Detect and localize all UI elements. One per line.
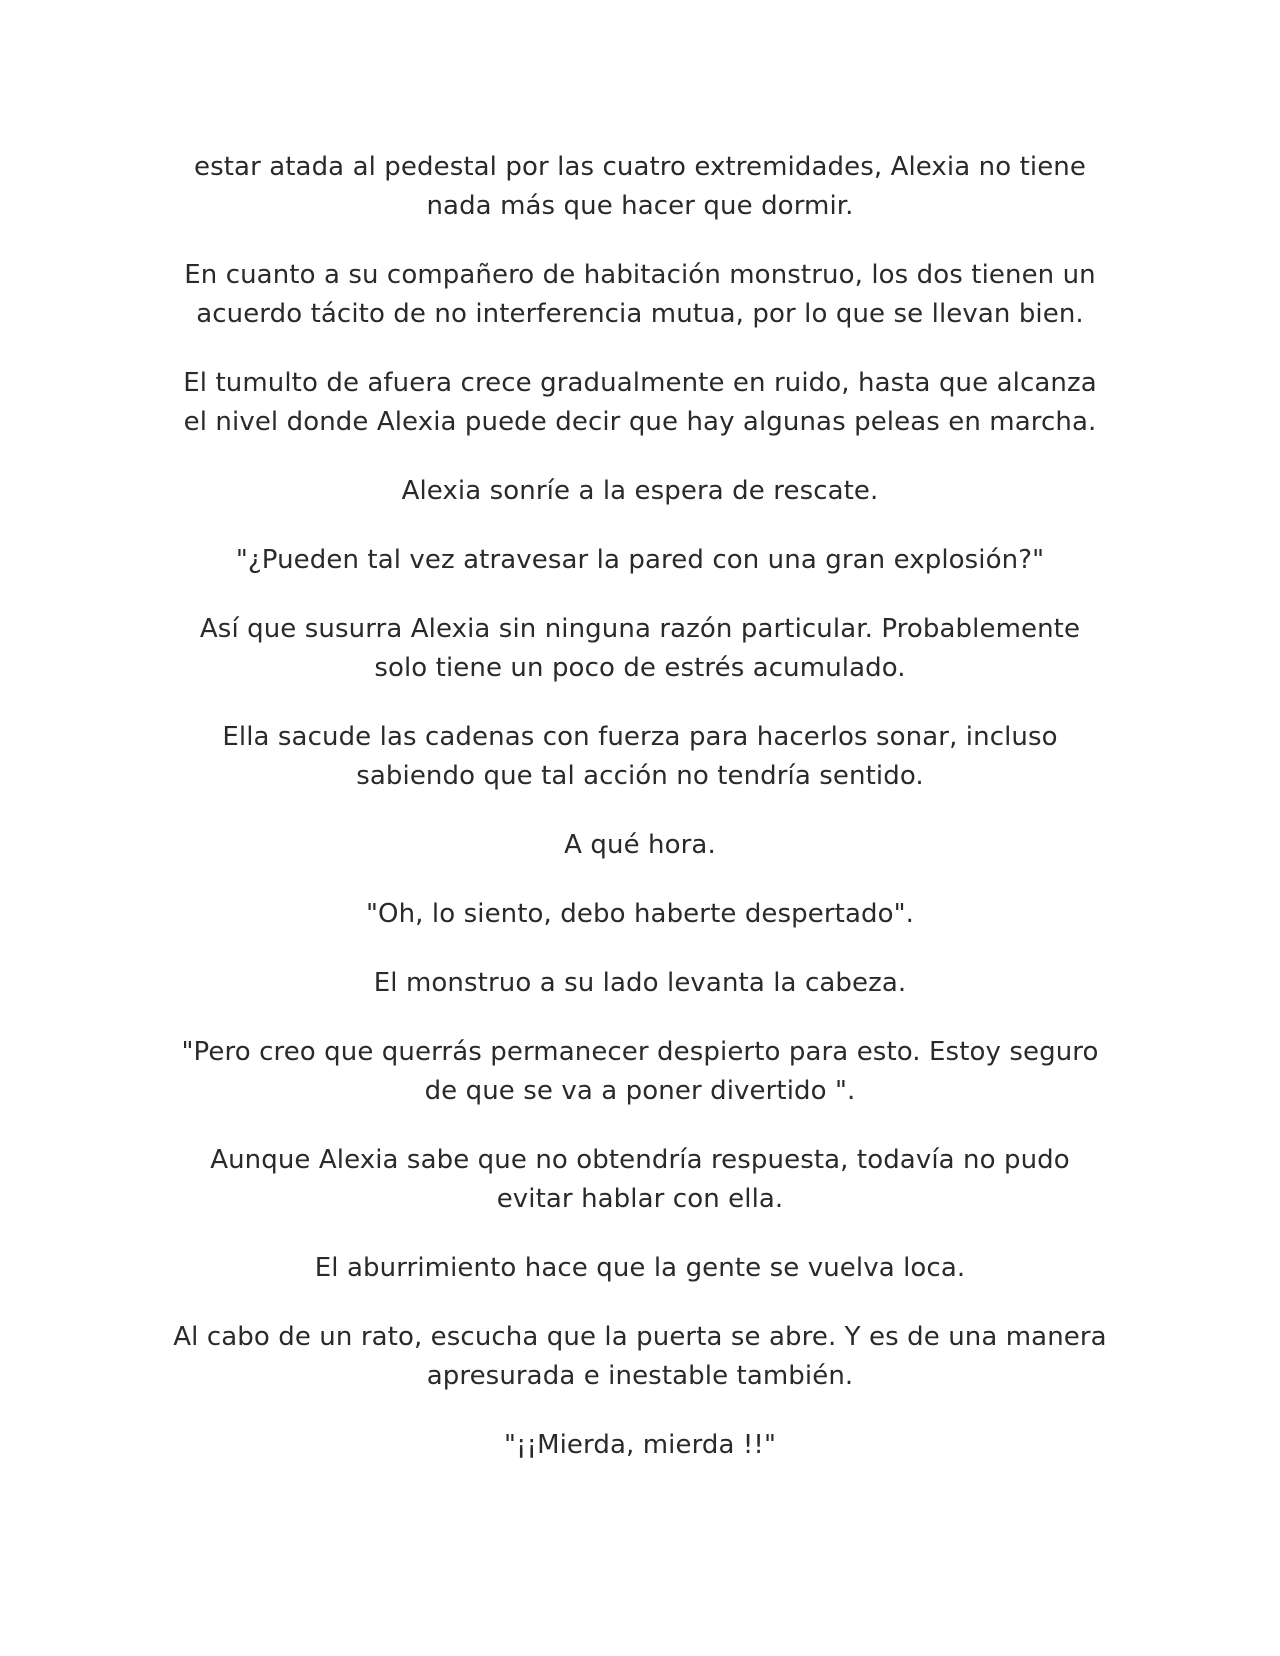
paragraph: "Pero creo que querrás permanecer despierto para esto. Estoy seguro de que se va a poner divertido ". <box>181 1037 1099 1106</box>
paragraph: "Oh, lo siento, debo haberte despertado". <box>365 899 915 929</box>
document-body <box>170 148 1110 1495</box>
paragraph: "¿Pueden tal vez atravesar la pared con una gran explosión?" <box>235 545 1045 575</box>
paragraph: En cuanto a su compañero de habitación monstruo, los dos tienen un acuerdo tácito de no interferencia mutua, por lo que se llevan bien. <box>184 260 1096 329</box>
paragraph: Al cabo de un rato, escucha que la puerta se abre. Y es de una manera apresurada e inestable también. <box>173 1322 1107 1391</box>
paragraph: El tumulto de afuera crece gradualmente en ruido, hasta que alcanza el nivel donde Alexia puede decir que hay algunas peleas en marcha. <box>183 368 1097 437</box>
paragraph: Ella sacude las cadenas con fuerza para hacerlos sonar, incluso sabiendo que tal acción no tendría sentido. <box>222 722 1058 791</box>
paragraph: "¡¡Mierda, mierda !!" <box>503 1430 777 1460</box>
paragraph: Así que susurra Alexia sin ninguna razón particular. Probablemente solo tiene un poco de estrés acumulado. <box>199 614 1081 683</box>
paragraph: El aburrimiento hace que la gente se vuelva loca. <box>314 1253 966 1283</box>
paragraph: estar atada al pedestal por las cuatro extremidades, Alexia no tiene nada más que hacer que dormir. <box>194 152 1086 221</box>
paragraph: A qué hora. <box>564 830 716 860</box>
paragraph: El monstruo a su lado levanta la cabeza. <box>373 968 907 998</box>
paragraph: Aunque Alexia sabe que no obtendría respuesta, todavía no pudo evitar hablar con ella. <box>210 1145 1070 1214</box>
paragraph: Alexia sonríe a la espera de rescate. <box>401 476 879 506</box>
